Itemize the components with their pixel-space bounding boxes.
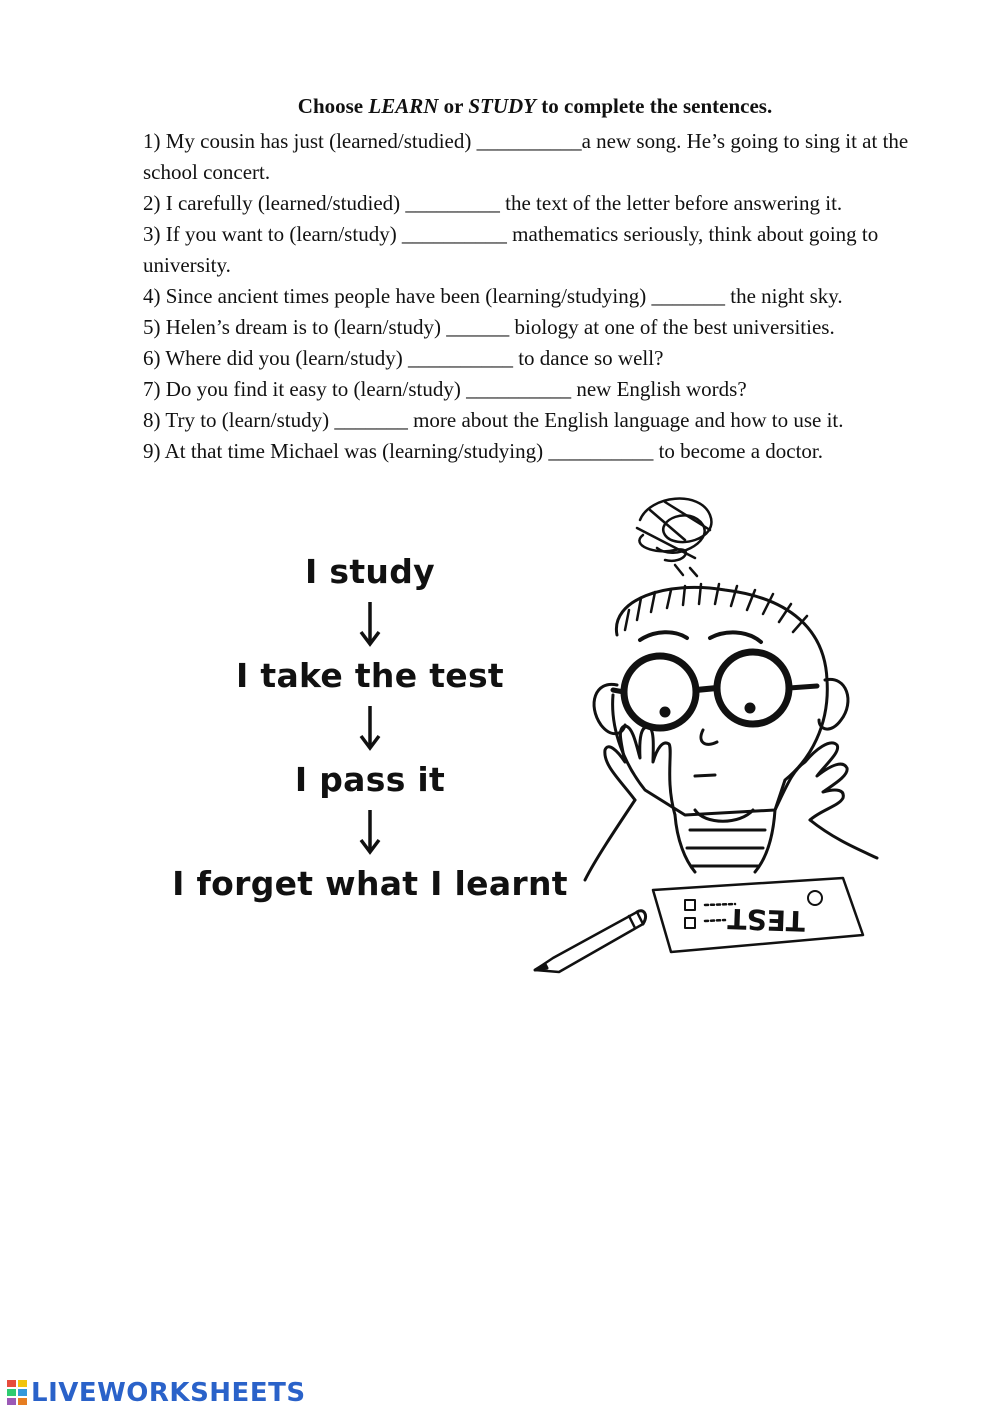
liveworksheets-logo-icon: [6, 1378, 28, 1408]
sentence-4: 4) Since ancient times people have been (learning/studying) _______ the night sky.: [143, 284, 843, 308]
sentence-list: [143, 126, 943, 467]
svg-text:TEST: TEST: [726, 901, 806, 938]
flow-step-test: I take the test: [236, 656, 504, 695]
liveworksheets-logo: [6, 1378, 306, 1408]
down-arrow-icon: [160, 596, 580, 652]
student-illustration: [525, 480, 885, 985]
worksheet-title: Choose LEARN or STUDY to complete the sentences.: [297, 94, 773, 118]
meme-flow: [160, 548, 580, 908]
sentence-9: 9) At that time Michael was (learning/studying) __________ to become a doctor.: [143, 439, 824, 463]
pencil-icon: [535, 911, 645, 972]
test-paper: [653, 878, 863, 952]
word-learn: LEARN: [368, 94, 439, 118]
flow-step-study: I study: [305, 552, 435, 591]
shirt: [675, 810, 775, 872]
confusion-scribble: [637, 499, 711, 576]
right-lens: [717, 652, 789, 724]
word-study: STUDY: [468, 94, 537, 118]
sentence-3: 3) If you want to (learn/study) __________ mathematics seriously, think about going to university.: [143, 222, 879, 277]
sentence-1: 1) My cousin has just (learned/studied) __________a new song. He’s going to sing it at the school concert.: [143, 129, 909, 184]
sentence-8: 8) Try to (learn/study) _______ more about the English language and how to use it.: [143, 408, 844, 432]
sentence-7: 7) Do you find it easy to (learn/study) __________ new English words?: [143, 377, 747, 401]
flow-step-pass: I pass it: [294, 760, 446, 799]
liveworksheets-brand: LIVEWORKSHEETS: [31, 1378, 306, 1408]
left-lens: [624, 656, 696, 728]
sentence-5: 5) Helen’s dream is to (learn/study) ______ biology at one of the best universities.: [143, 315, 835, 339]
flow-step-forget: I forget what I learnt: [172, 864, 568, 903]
hair: [625, 584, 807, 632]
down-arrow-icon: [160, 700, 580, 756]
sentence-6: 6) Where did you (learn/study) __________ to dance so well?: [143, 346, 664, 370]
down-arrow-icon: [160, 804, 580, 860]
sentence-2: 2) I carefully (learned/studied) _________ the text of the letter before answering it.: [143, 191, 843, 215]
